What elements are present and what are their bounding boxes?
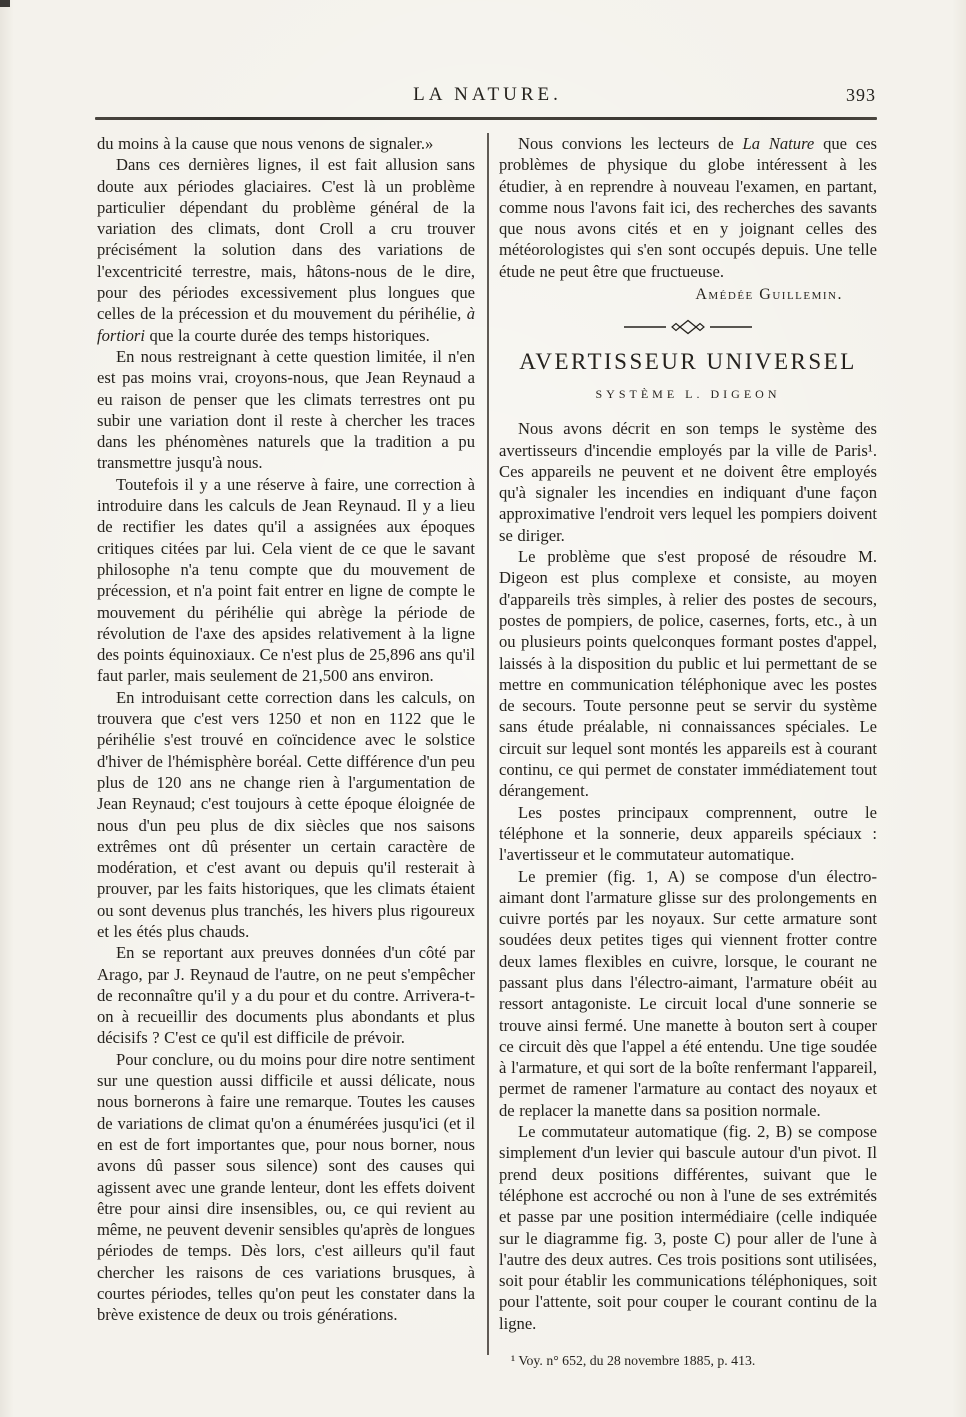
paragraph: Le premier (fig. 1, A) se compose d'un électro-aimant dont l'armature glisse sur des prolongements en cuivre portés par les noyaux. Sur cette armature sont soudées deux petites tiges qui viennent frotter contre deux lames flexibles en cuivre, lorsque, le courant ne passant plus dans l'électro-aimant, l'armature obéit au ressort antagoniste. Le circuit local d'une sonnerie se trouve ainsi fermé. Une manette à bouton sert à couper ce circuit dès que l'appel a été entendu. Une tige soudée à l'armature, et qui sort de la boîte renfermant l'appareil, permet de ramener l'armature au contact des noyaux et de replacer la manette dans sa position normale. bbox=[499, 866, 877, 1120]
scan-artifact bbox=[0, 0, 10, 7]
paragraph: Les postes principaux comprennent, outre le téléphone et la sonnerie, deux appareils spéciaux : l'avertisseur et le commutateur automatique. bbox=[499, 802, 877, 865]
author-signature: Amédée Guillemin. bbox=[695, 286, 843, 304]
column-divider-rule bbox=[487, 133, 489, 1355]
header-rule bbox=[95, 117, 877, 120]
paragraph: Dans ces dernières lignes, il est fait allusion sans doute aux périodes glaciaires. C'est là un problème particulier dépendant du problème général de la variation des climats, dont Croll a cru trouver précisément la solution dans des variations de l'excentricité terrestre, mais, hâtons-nous de le dire, pour des périodes excessivement plus longues que celles de la précession et du mouvement du périhélie, à fortiori que la courte durée des temps historiques. bbox=[97, 155, 475, 345]
paragraph: Le commutateur automatique (fig. 2, B) se compose simplement d'un levier qui bascule autour d'un pivot. Il prend deux positions différentes, suivant que le téléphone est accroché ou non à l'une de ses extrémités et passe par une position intermédiaire (celle indiquée sur le diagramme fig. 3, poste C) pour aller de l'une à l'autre des deux autres. Ces trois positions sont utilisées, soit pour établir les communications téléphoniques, soit pour l'attente, soit pour couper le courant continu de la ligne. bbox=[499, 1122, 877, 1333]
paragraph: En se reportant aux preuves données d'un côté par Arago, par J. Reynaud de l'autre, on ne peut s'empêcher de reconnaître qu'il y a du pour et du contre. Arrivera-t-on à recueillir des documents plus abondants et plus décisifs ? C'est ce qu'il est difficile de prévoir. bbox=[97, 943, 475, 1048]
paragraph: Nous convions les lecteurs de La Nature que ces problèmes de physique du globe intéressent à les étudier, à en reprendre à nouveau l'examen, en partant, comme nous l'avons fait ici, des recherches des savants que nous avons cités et en y joignant celles des météorologistes qui s'en sont occupés depuis. Une telle étude ne peut être que fructueuse. bbox=[499, 134, 877, 281]
paragraph: Pour conclure, ou du moins pour dire notre sentiment sur une question aussi difficile et aussi délicate, nous nous bornerons à faire une remarque. Toutes les causes de variations de climat qu'on a énumérées jusqu'ici (et il en est de fort importantes que, pour nous borner, nous avons dû passer sous silence) sont des causes qui agissent avec une grande lenteur, dont les effets doivent être pour ainsi dire insensibles, ou, ce qui revient au même, ne peuvent devenir sensibles qu'après de longues périodes de temps. Dès lors, c'est ailleurs qu'il faut chercher les raisons de ces variations brusques, à courtes périodes, telles qu'on peut les constater dans la brève existence de deux ou trois générations. bbox=[97, 1049, 475, 1325]
article-subtitle: SYSTÈME L. DIGEON bbox=[595, 386, 781, 401]
paragraph: En nous restreignant à cette question limitée, il n'en est pas moins vrai, croyons-nous, que Jean Reynaud a eu raison de penser que les climats terrestres ont pu subir une variation dont il reste à chercher les traces dans les phénomènes naturels que la tradition a pu transmettre jusqu'à nous. bbox=[97, 346, 475, 473]
closing-paragraphs bbox=[499, 133, 877, 282]
paragraph: du moins à la cause que nous venons de signaler.» bbox=[97, 134, 434, 153]
journal-title: LA NATURE. bbox=[413, 84, 562, 105]
paragraph: En introduisant cette correction dans les calculs, on trouvera que c'est vers 1250 et non en 1122 que le périhélie s'est trouvé en coïncidence avec le solstice d'hiver de l'hémisphère boréal. Cette différence d'un peu plus de 120 ans ne change rien à l'argumentation de Jean Reynaud; c'est toujours à cette époque éloignée de nous d'un peu plus de dix siècles que nos saisons extrêmes ont dû présenter un certain caractère de modération, et c'est avant ou depuis qu'il resterait à prouver, par les faits historiques, que les climats étaient ou sont devenus plus tranchés, les hivers plus rigoureux et les étés plus chauds. bbox=[97, 687, 475, 941]
article-body bbox=[499, 418, 877, 1334]
italic-text-run: à fortiori bbox=[97, 304, 475, 345]
section-divider bbox=[499, 319, 877, 340]
footnote: ¹ Voy. n° 652, du 28 novembre 1885, p. 413. bbox=[511, 1353, 756, 1369]
paragraph: Toutefois il y a une réserve à faire, une correction à introduire dans les calculs de Jean Reynaud. Il y a lieu de rectifier les dates qu'il a assignées aux époques critiques citées par lui. Cela vient de ce que le savant philosophe n'a tenu compte que du mouvement de précession, et n'a point fait entrer en ligne de compte le mouvement du périhélie qui abrège la période de révolution de l'axe des apsides relativement à la ligne des points équinoxiaux. Ce n'est plus de 25,896 ans qu'il faut parler, mais seulement de 21,500 ans environ. bbox=[97, 474, 475, 686]
right-column bbox=[499, 133, 877, 1377]
italic-text-run: La Nature bbox=[742, 134, 815, 153]
paragraph: Nous avons décrit en son temps le système des avertisseurs d'incendie employés par la ville de Paris¹. Ces appareils ne peuvent et ne doivent être employés qu'à signaler les incendies en indiquant d'une façon approximative l'endroit vers lequel les pompiers doivent se diriger. bbox=[499, 419, 877, 545]
left-column bbox=[97, 133, 475, 1377]
running-head bbox=[97, 84, 878, 110]
page-number: 393 bbox=[846, 85, 876, 105]
article-title: AVERTISSEUR UNIVERSEL bbox=[519, 348, 857, 374]
diamond-ornament-icon bbox=[622, 319, 754, 335]
paragraph: Le problème que s'est proposé de résoudre M. Digeon est plus complexe et consiste, au moyen d'appareils très simples, à relier des postes de secours, postes de pompiers, de police, casernes, forts, etc., à un ou plusieurs points quelconques formant postes d'appel, laissés à la disposition du public et lui permettant de se mettre en communication téléphonique avec les postes de secours. Toute personne peut se servir du système sans étude préalable, ni connaissances spéciales. Le circuit sur lequel sont montés les appareils est à courant continu, ce qui permet de constater immédiatement tout dérangement. bbox=[499, 547, 877, 801]
